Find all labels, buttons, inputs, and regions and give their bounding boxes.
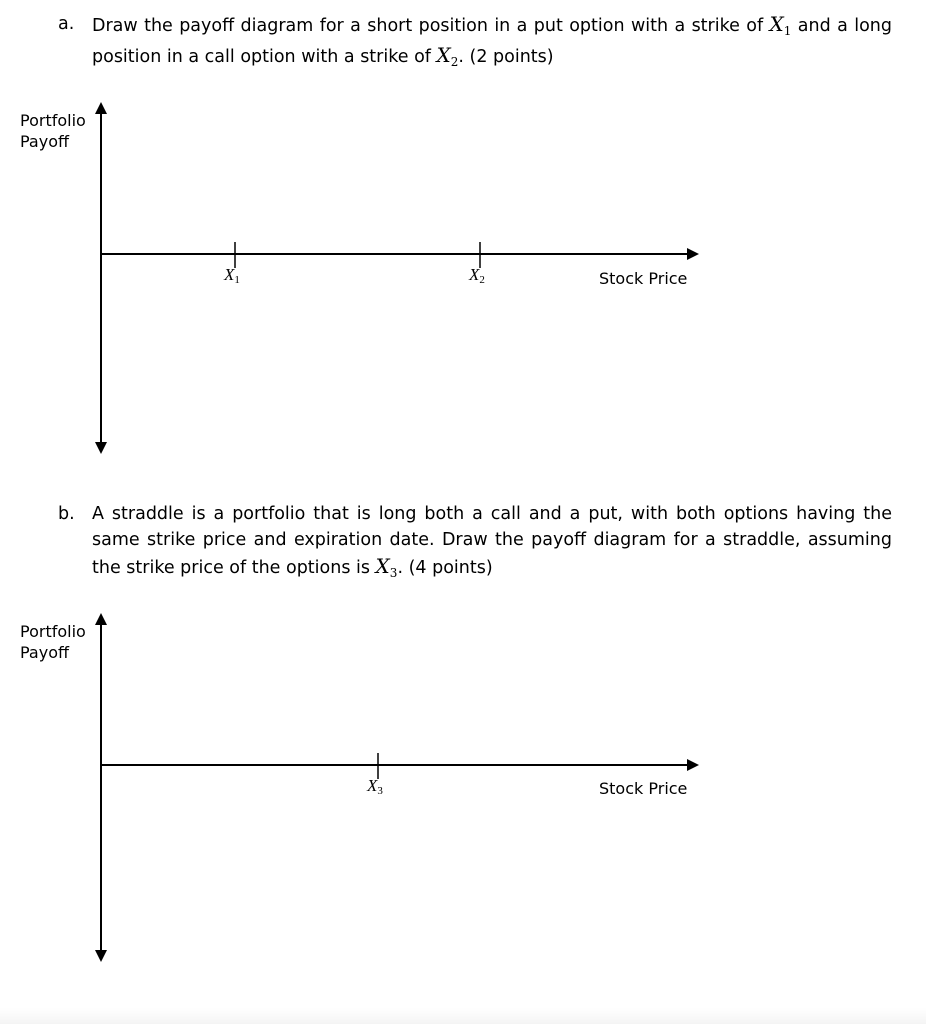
- diagram-b-y-axis-label: Portfolio Payoff: [20, 622, 86, 662]
- question-b-text: A straddle is a portfolio that is long both a call and a put, with both options having the same strike price and expiration date. Draw the payoff diagram for a straddle, assuming the strike price of the options is $X_3$. (4 points): [92, 504, 892, 580]
- variable-x2: $X_2$: [436, 43, 459, 69]
- question-a-letter: a.: [58, 14, 75, 34]
- diagram-a-y-axis-label: Portfolio Payoff: [20, 111, 86, 151]
- diagram-b-tick-label-x3: $X_3$: [367, 776, 383, 797]
- diagram-b: [101, 615, 697, 960]
- variable-x3: $X_3$: [375, 554, 398, 580]
- diagram-a: [101, 104, 697, 452]
- variable-x1: $X_1$: [769, 12, 792, 38]
- question-b-letter: b.: [58, 504, 75, 524]
- diagram-a-tick-label-x1: $X_1$: [224, 265, 240, 286]
- diagram-a-tick-label-x2: $X_2$: [469, 265, 485, 286]
- diagram-b-x-axis-label: Stock Price: [599, 779, 688, 798]
- question-a-text: Draw the payoff diagram for a short position in a put option with a strike of $X_1$ and a long position in a call option with a strike of $X_2$. (2 points): [92, 12, 892, 69]
- diagram-a-x-axis-label: Stock Price: [599, 269, 688, 288]
- page-bottom-edge: [0, 1008, 926, 1024]
